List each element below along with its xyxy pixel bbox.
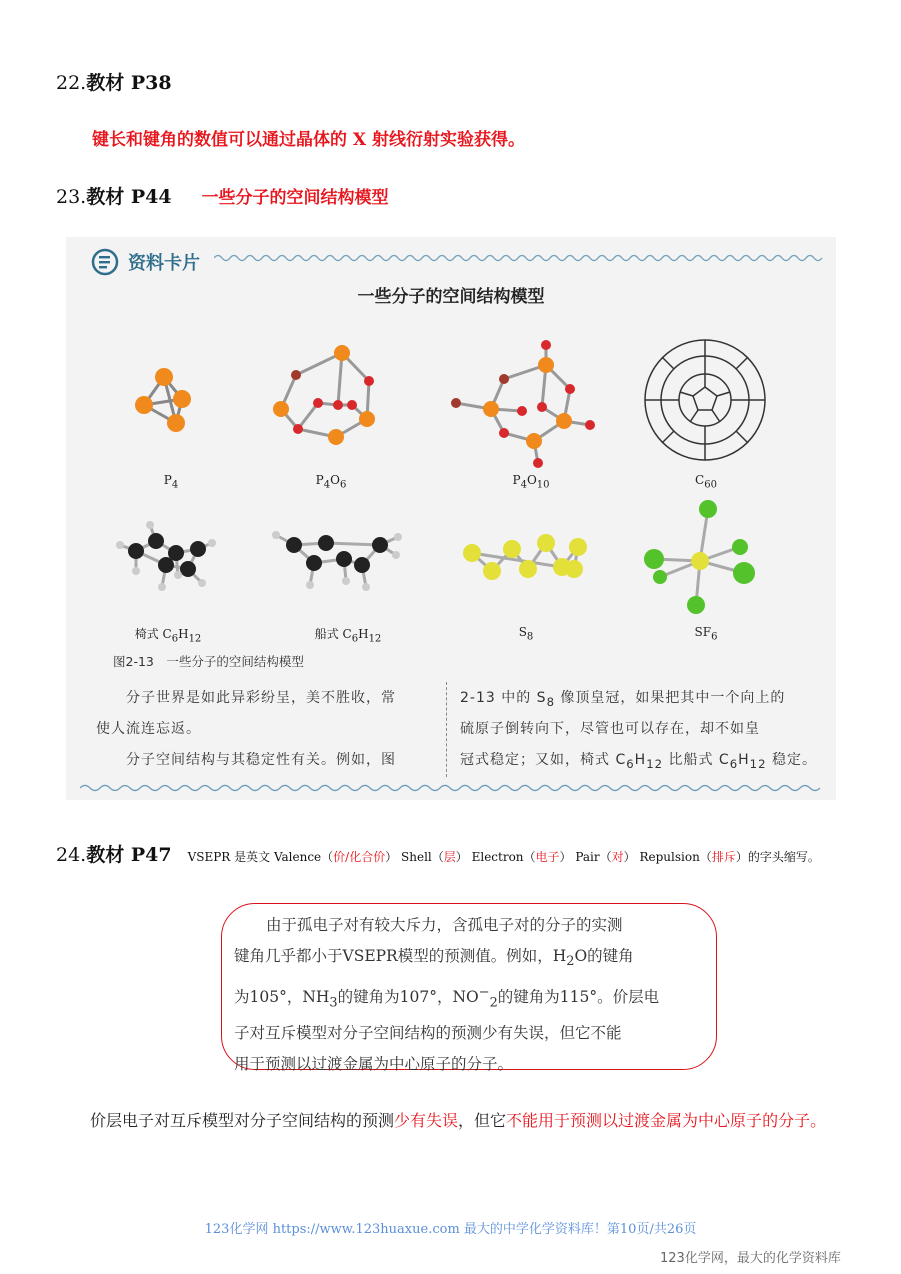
textbook-excerpt-box xyxy=(221,903,717,1074)
molecule-p4o6 xyxy=(266,337,396,457)
section-22-note: 键长和键角的数值可以通过晶体的 X 射线衍射实验获得。 xyxy=(92,130,526,150)
summary-paragraph: 价层电子对互斥模型对分子空间结构的预测少有失误，但它不能用于预测以过渡金属为中心原子的分子。 xyxy=(90,1111,827,1130)
vsepr-definition: VSEPR 是英文 Valence（价/化合价） Shell（层） Electron（电子） Pair（对） Repulsion（排斥）的字头缩写。 xyxy=(187,850,820,864)
card-label: 资料卡片 xyxy=(128,253,200,274)
card-right-line-2: 硫原子倒转向下，尽管也可以存在，却不如皇 xyxy=(460,721,760,737)
section-23-heading xyxy=(56,182,389,209)
label-sf6: $SF_6$ xyxy=(694,625,718,643)
page-footer: 123化学网 https://www.123huaxue.com 最大的中学化学资料库！第10页/共26页 xyxy=(204,1222,697,1237)
label-chair-c6h12: 椅式 $C_6H_{12}$ xyxy=(134,627,202,645)
label-s8: $S_8$ xyxy=(518,625,534,643)
excerpt-line-3: 为105°，$NH_3$的键角为107°，$NO^-_2$的键角为115°。价层电 xyxy=(234,985,660,1011)
card-left-line-2: 使人流连忘返。 xyxy=(96,721,201,737)
excerpt-line-5: 用于预测以过渡金属为中心原子的分子。 xyxy=(234,1055,514,1074)
wave-divider xyxy=(214,253,826,263)
excerpt-line-1: 由于孤电子对有较大斥力，含孤电子对的分子的实测 xyxy=(266,916,623,934)
label-boat-c6h12: 船式 $C_6H_{12}$ xyxy=(314,627,382,645)
section-title: 教材 P44 xyxy=(86,186,172,208)
excerpt-line-2: 键角几乎都小于VSEPR模型的预测值。例如，$H_2O$的键角 xyxy=(234,947,634,970)
section-topic: 一些分子的空间结构模型 xyxy=(201,188,389,208)
label-c60: $C_{60}$ xyxy=(695,473,717,491)
section-number: 24. xyxy=(56,844,87,866)
info-card xyxy=(66,237,836,800)
label-p4o6: $P_4O_6$ xyxy=(315,473,347,491)
molecule-chair-c6h12 xyxy=(106,515,226,605)
column-divider xyxy=(446,682,447,777)
card-title: 一些分子的空间结构模型 xyxy=(357,287,545,307)
molecule-c60 xyxy=(640,335,770,465)
section-24-heading xyxy=(56,840,820,867)
excerpt-text xyxy=(234,910,708,1080)
card-left-line-1: 分子世界是如此异彩纷呈，美不胜收，常 xyxy=(126,690,396,706)
molecule-boat-c6h12 xyxy=(266,515,416,605)
card-right-line-3: 冠式稳定；又如，椅式 $C_6H_{12}$ 比船式 $C_6H_{12}$ 稳定。 xyxy=(460,752,817,771)
molecule-sf6 xyxy=(640,495,760,625)
excerpt-line-4: 子对互斥模型对分子空间结构的预测少有失误，但它不能 xyxy=(234,1024,622,1043)
molecule-p4o10 xyxy=(446,335,606,475)
section-22-heading xyxy=(56,68,172,95)
label-p4o10: $P_4O_{10}$ xyxy=(512,473,550,491)
label-p4: $P_4$ xyxy=(163,473,179,491)
figure-caption: 图2-13 一些分子的空间结构模型 xyxy=(113,654,304,669)
card-left-line-3: 分子空间结构与其稳定性有关。例如，图 xyxy=(126,752,396,768)
wave-divider-bottom xyxy=(80,783,822,793)
document-icon xyxy=(90,247,120,277)
molecule-s8 xyxy=(458,527,598,597)
molecule-p4 xyxy=(126,357,206,437)
section-title: 教材 P47 xyxy=(86,844,172,866)
watermark-footer: 123化学网，最大的化学资料库 xyxy=(660,1251,841,1266)
section-title: 教材 P38 xyxy=(86,72,172,94)
section-number: 22. xyxy=(56,72,87,94)
card-right-line-1: 2-13 中的 $S_8$ 像顶皇冠，如果把其中一个向上的 xyxy=(460,690,786,709)
section-number: 23. xyxy=(56,186,87,208)
